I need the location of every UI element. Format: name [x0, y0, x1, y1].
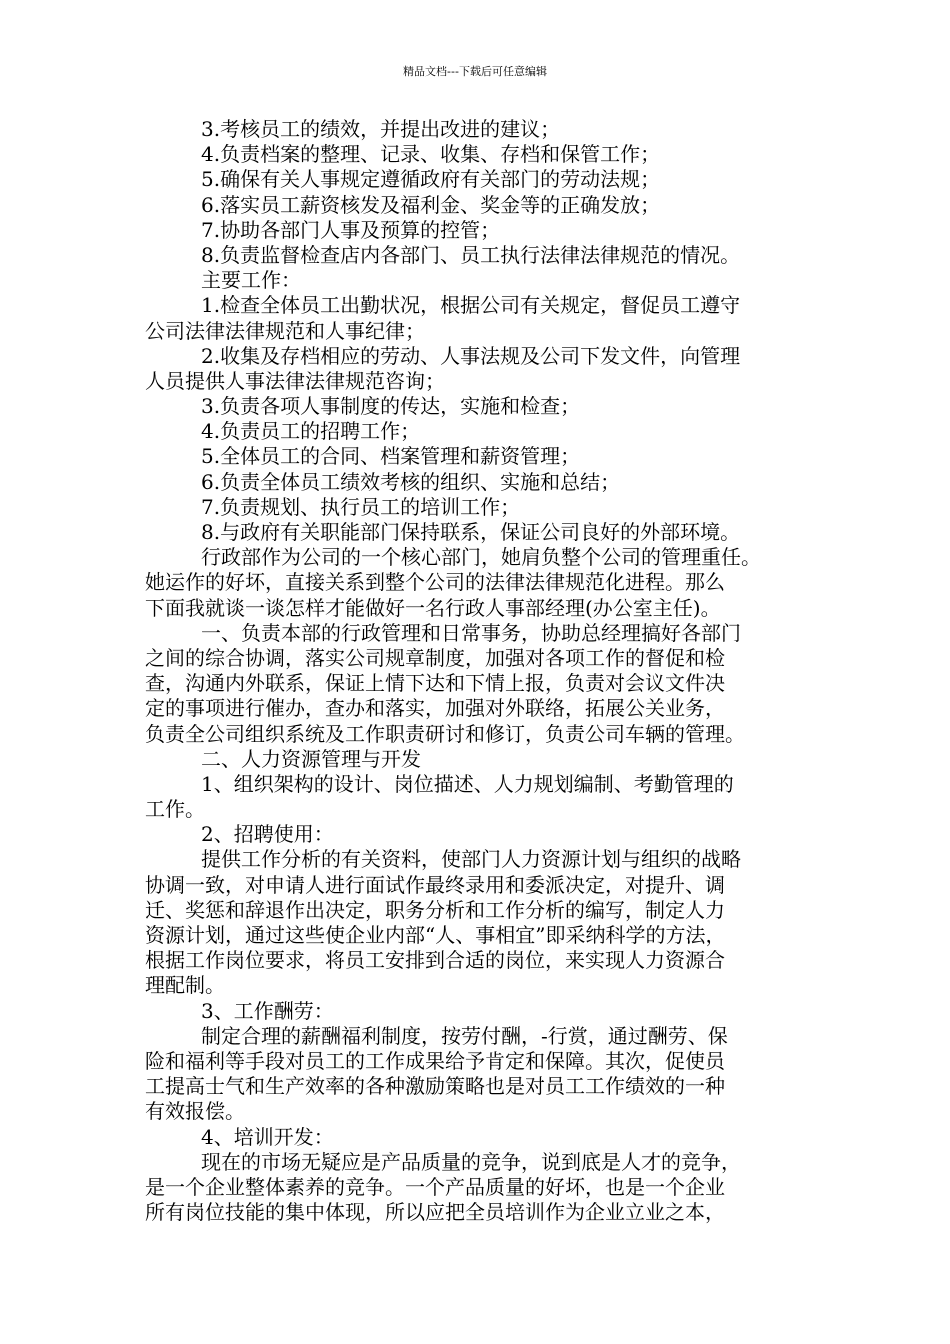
text-line: 协调一致，对申请人进行面试作最终录用和委派决定，对提升、调	[145, 872, 725, 897]
text-line: 3.负责各项人事制度的传达，实施和检查；	[201, 394, 581, 419]
text-line: 是一个企业整体素养的竞争。一个产品质量的好坏，也是一个企业	[145, 1174, 725, 1199]
text-line: 7.协助各部门人事及预算的控管；	[201, 217, 501, 242]
text-line: 二、人力资源管理与开发	[201, 746, 421, 771]
text-line: 1.检查全体员工出勤状况，根据公司有关规定，督促员工遵守	[201, 293, 741, 318]
text-line: 1、组织架构的设计、岗位描述、人力规划编制、考勤管理的	[201, 771, 734, 796]
text-line: 制定合理的薪酬福利制度，按劳付酬，-行赏，通过酬劳、保	[201, 1023, 728, 1048]
text-line: 负责全公司组织系统及工作职责研讨和修订，负责公司车辆的管理。	[145, 721, 745, 746]
document-body	[145, 117, 813, 1225]
text-line: 工作。	[145, 797, 205, 822]
text-line: 4、培训开发：	[201, 1124, 334, 1149]
text-line: 人员提供人事法律法律规范咨询；	[145, 368, 445, 393]
text-line: 5.确保有关人事规定遵循政府有关部门的劳动法规；	[201, 167, 661, 192]
text-line: 7.负责规划、执行员工的培训工作；	[201, 494, 521, 519]
text-line: 行政部作为公司的一个核心部门，她肩负整个公司的管理重任。	[201, 545, 761, 570]
text-line: 根据工作岗位要求，将员工安排到合适的岗位，来实现人力资源合	[145, 948, 725, 973]
text-line: 公司法律法律规范和人事纪律；	[145, 318, 425, 343]
text-line: 迁、奖惩和辞退作出决定，职务分析和工作分析的编写，制定人力	[145, 897, 725, 922]
text-line: 一、负责本部的行政管理和日常事务，协助总经理搞好各部门	[201, 620, 741, 645]
text-line: 2.收集及存档相应的劳动、人事法规及公司下发文件，向管理	[201, 343, 741, 368]
text-line: 所有岗位技能的集中体现，所以应把全员培训作为企业立业之本，	[145, 1200, 725, 1225]
text-line: 险和福利等手段对员工的工作成果给予肯定和保障。其次，促使员	[145, 1048, 725, 1073]
text-line: 下面我就谈一谈怎样才能做好一名行政人事部经理(办公室主任)。	[145, 595, 721, 620]
text-line: 之间的综合协调，落实公司规章制度，加强对各项工作的督促和检	[145, 645, 725, 670]
text-line: 6.落实员工薪资核发及福利金、奖金等的正确发放；	[201, 192, 661, 217]
text-line: 现在的市场无疑应是产品质量的竞争，说到底是人才的竞争，	[201, 1149, 741, 1174]
text-line: 资源计划，通过这些使企业内部“人、事相宜”即采纳科学的方法，	[145, 923, 726, 947]
text-line: 查，沟通内外联系，保证上情下达和下情上报，负责对会议文件决	[145, 671, 725, 696]
text-line: 5.全体员工的合同、档案管理和薪资管理；	[201, 444, 581, 469]
text-line: 提供工作分析的有关资料，使部门人力资源计划与组织的战略	[201, 847, 741, 872]
text-line: 定的事项进行催办，查办和落实，加强对外联络，拓展公关业务，	[145, 696, 725, 721]
text-line: 3.考核员工的绩效，并提出改进的建议；	[201, 117, 561, 141]
text-line: 8.负责监督检查店内各部门、员工执行法律法律规范的情况。	[201, 242, 741, 267]
text-line: 她运作的好坏，直接关系到整个公司的法律法律规范化进程。那么	[145, 570, 725, 595]
text-line: 3、工作酬劳：	[201, 998, 334, 1023]
text-line: 4.负责档案的整理、记录、收集、存档和保管工作；	[201, 142, 661, 167]
text-line: 8.与政府有关职能部门保持联系，保证公司良好的外部环境。	[201, 520, 741, 544]
text-line: 6.负责全体员工绩效考核的组织、实施和总结；	[201, 469, 621, 494]
text-line: 理配制。	[145, 973, 225, 998]
text-line: 4.负责员工的招聘工作；	[201, 419, 421, 444]
text-line: 2、招聘使用：	[201, 822, 334, 847]
page-header: 精品文档---下载后可任意编辑	[403, 65, 547, 78]
text-line: 主要工作：	[201, 268, 301, 293]
text-line: 工提高士气和生产效率的各种激励策略也是对员工工作绩效的一种	[145, 1074, 725, 1099]
text-line: 有效报偿。	[145, 1099, 245, 1124]
